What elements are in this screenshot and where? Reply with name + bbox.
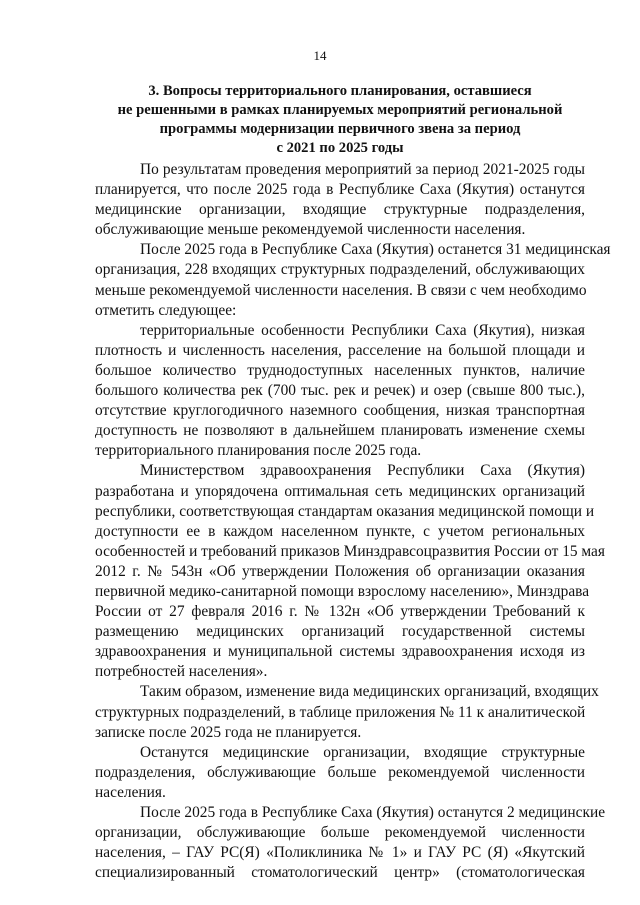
heading-line: не решенными в рамках планируемых мероприятий региональной [117,102,563,118]
text-line: разработана и упорядочена оптимальная сеть медицинских организаций [95,482,585,500]
text-line: отсутствие круглогодичного наземного сообщения, низкая транспортная [95,402,585,420]
document-body [95,160,611,883]
paragraph-no-changes-planned [95,682,599,742]
text-line: населения. [95,783,166,801]
text-line: По результатам проведения мероприятий за период 2021-2025 годы [140,161,585,178]
text-line: После 2025 года в Республике Саха (Якутия) останется 31 медицинская [140,241,611,259]
heading-line: программы модернизации первичного звена за период [159,121,521,137]
paragraph-after-2025 [95,240,611,320]
heading-line: с 2021 по 2025 годы [276,140,404,156]
section-heading [95,82,585,158]
text-line: организации, обслуживающие больше рекомендуемой численности [95,824,585,842]
text-line: После 2025 года в Республике Саха (Якутия) останутся 2 медицинские [140,804,606,821]
text-line: большое количество труднодоступных населенных пунктов, наличие [95,361,585,379]
paragraph-territorial-features [95,321,585,462]
text-line: России от 27 февраля 2016 г. № 132н «Об утверждении Требований к [95,603,585,621]
text-line: здравоохранения и муниципальной системы здравоохранения исходя из [95,643,585,661]
text-line: территориального планирования после 2025 года. [95,442,422,460]
text-line: доступности ее в каждом населенном пункте, с учетом региональных [95,522,585,540]
text-line: подразделения, обслуживающие больше рекомендуемой численности [95,763,585,781]
page-number: 14 [313,48,327,63]
text-line: особенностей и требований приказов Минздравсоцразвития России от 15 мая [95,542,605,560]
heading-line: 3. Вопросы территориального планирования, оставшиеся [148,83,532,99]
text-line: отметить следующее: [95,301,237,319]
paragraph-remaining-organizations [95,743,585,803]
text-line: доступность не позволяют в дальнейшем планировать изменение схемы [95,422,585,440]
text-line: потребностей населения». [95,663,268,681]
text-line: записке после 2025 года не планируется. [95,723,362,741]
text-line: меньше рекомендуемой численности населения. В связи с чем необходимо [95,281,587,299]
text-line: республики, соответствующая стандартам оказания медицинской помощи и [95,502,595,520]
text-line: первичной медико-санитарной помощи взрослому населению», Минздрава [95,582,590,600]
text-line: медицинские организации, входящие структурные подразделения, [95,201,585,219]
text-line: размещению медицинских организаций государственной системы [95,623,585,641]
text-line: Министерством здравоохранения Республики Саха (Якутия) [140,462,585,480]
text-line: организация, 228 входящих структурных подразделений, обслуживающих [95,261,585,279]
text-line: населения, – ГАУ РС(Я) «Поликлиника № 1» и ГАУ РС (Я) «Якутский [95,844,585,862]
text-line: планируется, что после 2025 года в Республике Саха (Якутия) останутся [95,181,585,199]
text-line: специализированный стоматологический центр» (стоматологическая [95,864,585,882]
text-line: Таким образом, изменение вида медицинских организаций, входящих [140,683,599,701]
paragraph-two-organizations [95,803,606,883]
text-line: 2012 г. № 543н «Об утверждении Положения об организации оказания [95,562,585,580]
text-line: большого количества рек (700 тыс. рек и речек) и озер (свыше 800 тыс.), [95,382,585,400]
text-line: структурных подразделений, в таблице приложения № 11 к аналитической [95,703,586,721]
text-line: территориальные особенности Республики Саха (Якутия), низкая [140,321,585,339]
paragraph-ministry-network [95,461,605,682]
paragraph-results-summary [95,160,585,240]
text-line: обслуживающие меньше рекомендуемой численности населения. [95,221,526,239]
text-line: плотность и численность населения, расселение на большой площади и [95,341,585,359]
text-line: Останутся медицинские организации, входящие структурные [140,743,585,761]
